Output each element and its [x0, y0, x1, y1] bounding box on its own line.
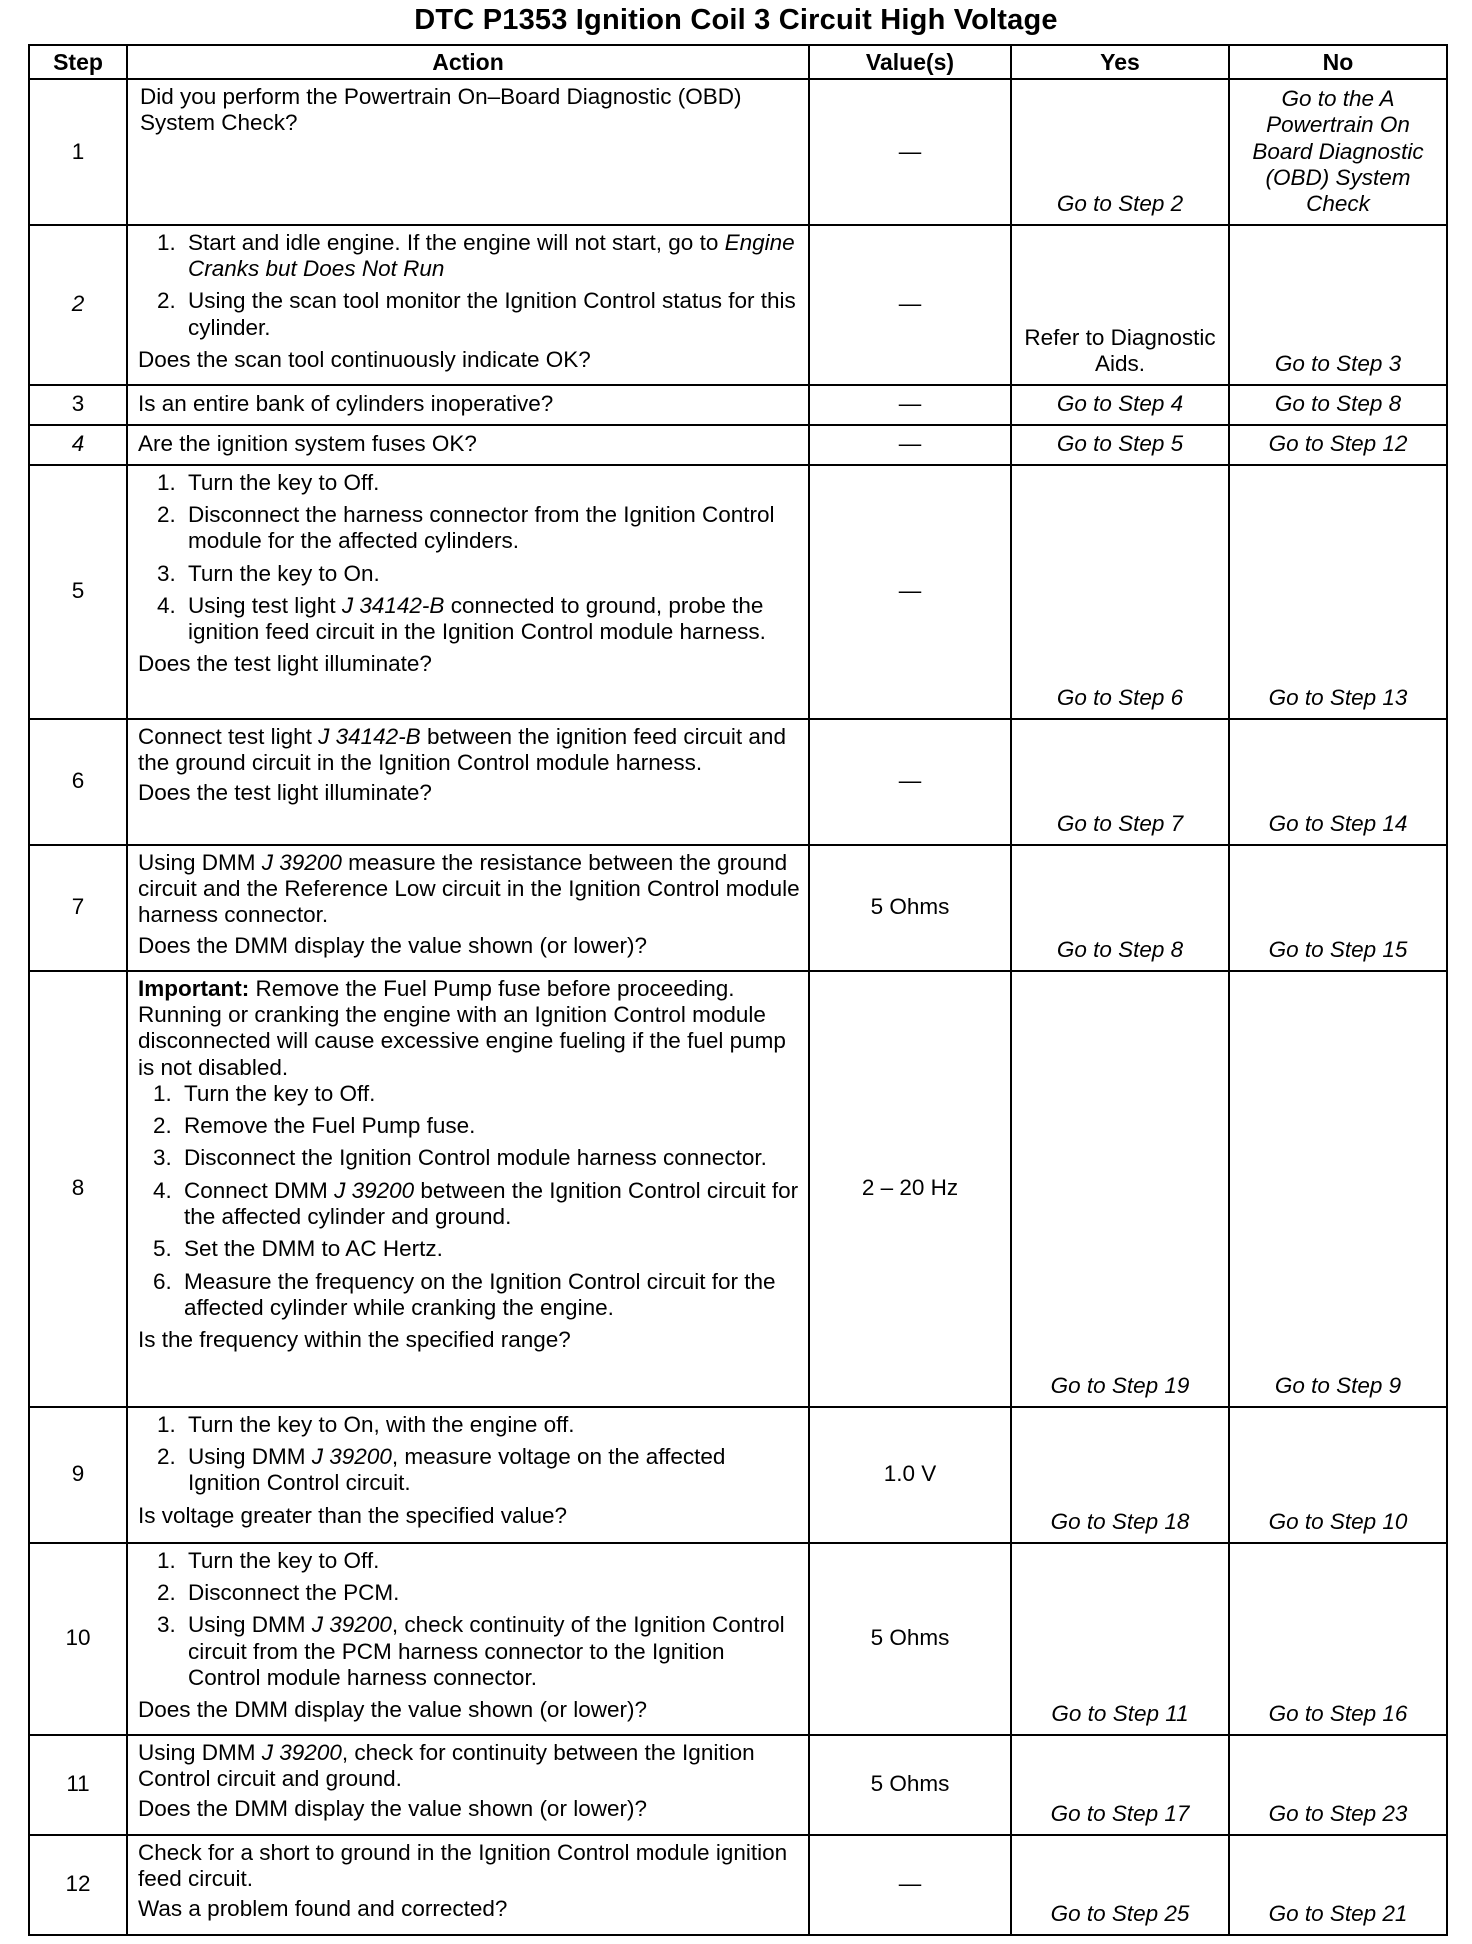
no-cell: Go to Step 15: [1229, 845, 1447, 971]
no-cell: Go to Step 14: [1229, 719, 1447, 845]
no-cell: Go to Step 3: [1229, 225, 1447, 385]
list-item: 6. Measure the frequency on the Ignition Control circuit for the affected cylinder while cranking the engine.: [178, 1269, 800, 1322]
yes-cell: Go to Step 4: [1011, 385, 1229, 425]
action-cell: Is an entire bank of cylinders inoperative?: [127, 385, 809, 425]
header-yes: Yes: [1011, 45, 1229, 79]
header-step: Step: [29, 45, 127, 79]
action-text: Did you perform the Powertrain On–Board Diagnostic (OBD) System Check?: [140, 84, 742, 136]
table-row: [29, 425, 1447, 465]
action-question: Does the DMM display the value shown (or lower)?: [138, 1796, 647, 1822]
action-question: Was a problem found and corrected?: [138, 1896, 508, 1922]
action-question: Does the test light illuminate?: [138, 780, 432, 806]
list-item: 4. Connect DMM J 39200 between the Ignition Control circuit for the affected cylinder and ground.: [178, 1178, 800, 1231]
yes-cell: Go to Step 5: [1011, 425, 1229, 465]
list-item: 4. Using test light J 34142-B connected to ground, probe the ignition feed circuit in the Ignition Control module harness.: [182, 593, 800, 646]
header-action: Action: [127, 45, 809, 79]
table-row: [29, 1407, 1447, 1543]
action-cell: Are the ignition system fuses OK?: [127, 425, 809, 465]
action-question: Does the scan tool continuously indicate OK?: [138, 346, 591, 372]
value-cell: —: [809, 425, 1011, 465]
step-number: 3: [29, 385, 127, 425]
step-number: 12: [29, 1835, 127, 1935]
action-cell: [127, 1835, 809, 1935]
action-cell: Using DMM J 39200, check for continuity between the Ignition Control circuit and ground. Does the DMM display the value shown (or lower)?: [127, 1735, 809, 1835]
action-cell: [127, 225, 809, 385]
list-item: 2. Remove the Fuel Pump fuse.: [178, 1113, 800, 1139]
table-row: [29, 1543, 1447, 1735]
action-cell: Using DMM J 39200 measure the resistance between the ground circuit and the Reference Low circuit in the Ignition Control module harness connector. Does the DMM display the value shown (or lower)?: [127, 845, 809, 971]
value-cell: —: [809, 465, 1011, 719]
step-number: 10: [29, 1543, 127, 1735]
table-row: [29, 465, 1447, 719]
table-row: [29, 971, 1447, 1407]
table-row: [29, 1735, 1447, 1835]
table-row: [29, 845, 1447, 971]
action-question: Does the DMM display the value shown (or lower)?: [138, 932, 647, 958]
list-item: 3. Disconnect the Ignition Control module harness connector.: [178, 1145, 800, 1171]
list-item: 1. Turn the key to On, with the engine off.: [182, 1412, 800, 1438]
action-cell: [127, 465, 809, 719]
action-cell: [127, 971, 809, 1407]
no-cell: Go to Step 8: [1229, 385, 1447, 425]
value-cell: —: [809, 719, 1011, 845]
yes-cell: Go to Step 2: [1011, 79, 1229, 225]
no-cell: Go to Step 21: [1229, 1835, 1447, 1935]
yes-cell: Go to Step 25: [1011, 1835, 1229, 1935]
header-no: No: [1229, 45, 1447, 79]
no-cell: [1229, 79, 1447, 225]
list-item: 3. Turn the key to On.: [182, 561, 800, 587]
list-item: 3. Using DMM J 39200, check continuity of the Ignition Control circuit from the PCM harness connector to the Ignition Control module harness connector.: [182, 1612, 800, 1691]
no-cell: Go to Step 13: [1229, 465, 1447, 719]
table-row: [29, 79, 1447, 225]
tool-reference: J 39200: [261, 849, 342, 875]
yes-cell: Go to Step 11: [1011, 1543, 1229, 1735]
important-note: Important: Remove the Fuel Pump fuse before proceeding. Running or cranking the engine with an Ignition Control module disconnected will cause excessive engine fueling if the fuel pump is not disabled.: [138, 975, 786, 1080]
value-cell: —: [809, 385, 1011, 425]
action-text: Check for a short to ground in the Ignition Control module ignition feed circuit.: [138, 1839, 788, 1891]
action-cell: Connect test light J 34142-B between the ignition feed circuit and the ground circuit in the Ignition Control module harness. Does the test light illuminate?: [127, 719, 809, 845]
table-row: [29, 385, 1447, 425]
step-number: 4: [29, 425, 127, 465]
tool-reference: J 39200: [311, 1612, 392, 1638]
page-title: DTC P1353 Ignition Coil 3 Circuit High Voltage: [414, 4, 1058, 36]
step-number: 11: [29, 1735, 127, 1835]
yes-cell: Go to Step 8: [1011, 845, 1229, 971]
step-number: 6: [29, 719, 127, 845]
step-number: 1: [29, 79, 127, 225]
value-cell: 5 Ohms: [809, 845, 1011, 971]
step-number: 7: [29, 845, 127, 971]
yes-cell: Refer to Diagnostic Aids.: [1011, 225, 1229, 385]
no-cell: Go to Step 12: [1229, 425, 1447, 465]
list-item: 2. Using DMM J 39200, measure voltage on the affected Ignition Control circuit.: [182, 1444, 800, 1497]
step-number: 8: [29, 971, 127, 1407]
header-value: Value(s): [809, 45, 1011, 79]
action-question: Is voltage greater than the specified value?: [138, 1502, 568, 1528]
list-item: 2. Using the scan tool monitor the Ignition Control status for this cylinder.: [182, 288, 800, 341]
table-row: [29, 1835, 1447, 1935]
tool-reference: J 39200: [334, 1177, 415, 1203]
value-cell: 5 Ohms: [809, 1543, 1011, 1735]
no-cell: Go to Step 9: [1229, 971, 1447, 1407]
tool-reference: J 39200: [261, 1739, 342, 1765]
tool-reference: J 34142-B: [318, 723, 421, 749]
step-number: 2: [29, 225, 127, 385]
value-cell: 2 – 20 Hz: [809, 971, 1011, 1407]
value-cell: —: [809, 79, 1011, 225]
yes-cell: Go to Step 7: [1011, 719, 1229, 845]
action-question: Is the frequency within the specified range?: [138, 1327, 571, 1353]
value-cell: —: [809, 1835, 1011, 1935]
tool-reference: J 34142-B: [341, 592, 445, 618]
list-item: 5. Set the DMM to AC Hertz.: [178, 1236, 800, 1262]
no-cell: Go to Step 10: [1229, 1407, 1447, 1543]
value-cell: —: [809, 225, 1011, 385]
no-cell: Go to Step 16: [1229, 1543, 1447, 1735]
list-item: 1. Start and idle engine. If the engine will not start, go to Engine Cranks but Does Not Run: [182, 230, 800, 283]
list-item: 1. Turn the key to Off.: [182, 470, 800, 496]
table-row: [29, 719, 1447, 845]
value-cell: 1.0 V: [809, 1407, 1011, 1543]
action-question: Does the DMM display the value shown (or lower)?: [138, 1697, 647, 1723]
action-cell: [127, 79, 809, 225]
list-item: 1. Turn the key to Off.: [182, 1548, 800, 1574]
table-row: [29, 225, 1447, 385]
yes-cell: Go to Step 17: [1011, 1735, 1229, 1835]
tool-reference: J 39200: [311, 1443, 392, 1469]
reference-link[interactable]: Engine Cranks but Does Not Run: [188, 229, 795, 281]
no-text: Go to the A Powertrain On Board Diagnostic (OBD) System Check: [1252, 86, 1424, 217]
no-cell: Go to Step 23: [1229, 1735, 1447, 1835]
header-row: [29, 45, 1447, 79]
list-item: 2. Disconnect the PCM.: [182, 1580, 800, 1606]
list-item: 1. Turn the key to Off.: [178, 1081, 800, 1107]
value-cell: 5 Ohms: [809, 1735, 1011, 1835]
action-cell: [127, 1407, 809, 1543]
action-cell: [127, 1543, 809, 1735]
list-item: 2. Disconnect the harness connector from the Ignition Control module for the affected cylinders.: [182, 502, 800, 555]
yes-cell: Go to Step 19: [1011, 971, 1229, 1407]
yes-cell: Go to Step 6: [1011, 465, 1229, 719]
action-question: Does the test light illuminate?: [138, 651, 432, 677]
yes-cell: Go to Step 18: [1011, 1407, 1229, 1543]
step-number: 5: [29, 465, 127, 719]
diagnostic-table: [28, 44, 1448, 1936]
step-number: 9: [29, 1407, 127, 1543]
